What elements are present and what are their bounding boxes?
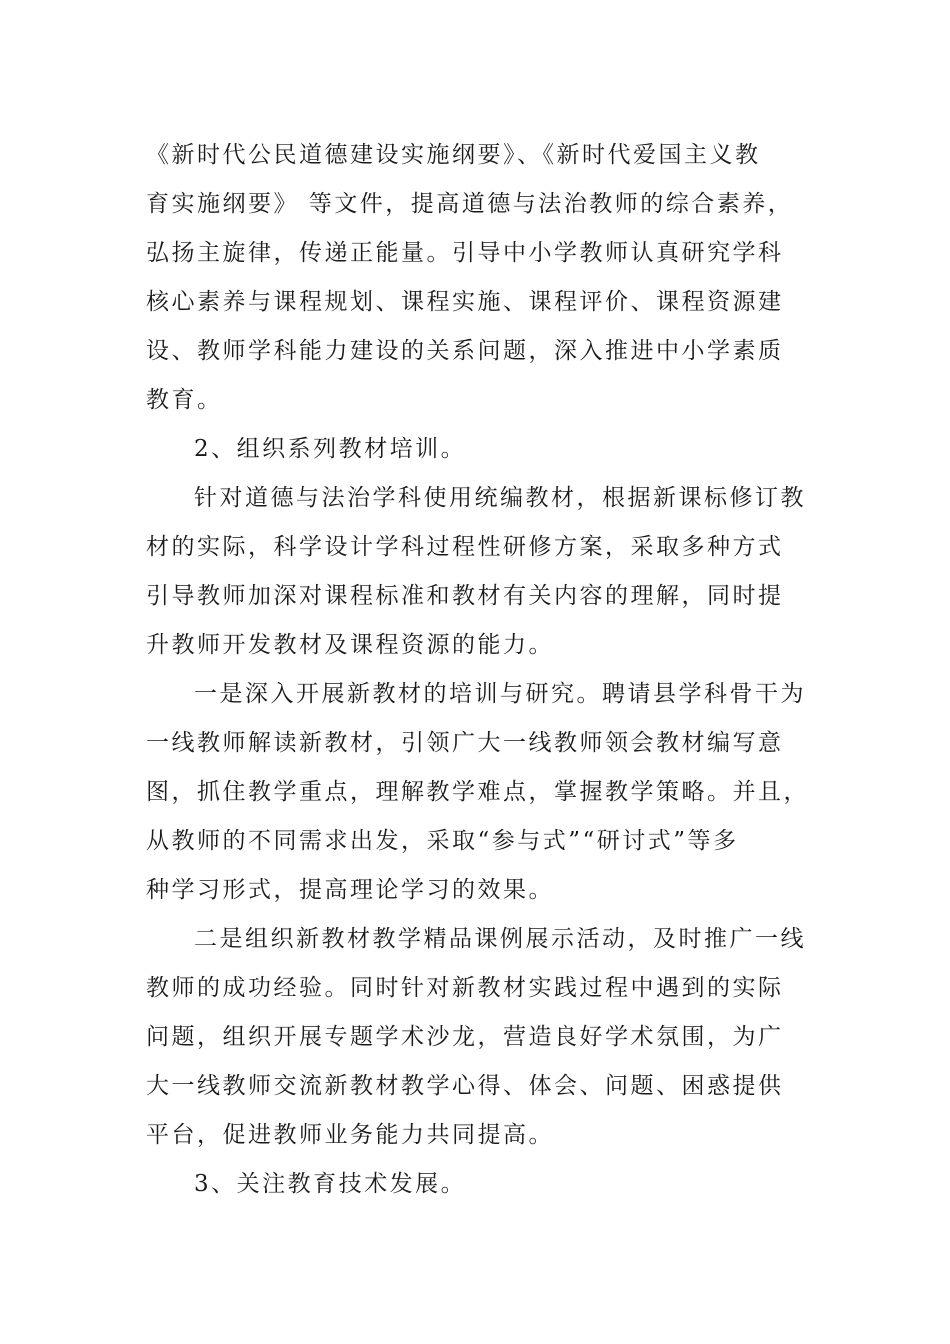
heading-line: 2、组织系列教材培训。 [194, 436, 467, 462]
text-line: 二是组织新教材教学精品课例展示活动，及时推广一线 [194, 926, 806, 952]
paragraph [146, 670, 809, 915]
paragraph [146, 915, 806, 1160]
text-line: 育实施纲要》 等文件，提高道德与法治教师的综合素养， [146, 191, 794, 217]
paragraph [146, 474, 806, 670]
text-line: 平台，促进教师业务能力共同提高。 [146, 1122, 554, 1148]
section-heading [146, 425, 806, 474]
text-line: 图，抓住教学重点，理解教学难点，掌握教学策略。并且， [146, 779, 809, 805]
text-line: 种学习形式，提高理论学习的效果。 [146, 877, 554, 903]
text-line: 设、教师学科能力建设的关系问题，深入推进中小学素质 [146, 338, 784, 364]
heading-line: 3、关注教育技术发展。 [194, 1171, 467, 1197]
text-line: 升教师开发教材及课程资源的能力。 [146, 632, 554, 658]
text-line: 引导教师加深对课程标准和教材有关内容的理解，同时提 [146, 583, 784, 609]
text-line: 一线教师解读新教材，引领广大一线教师领会教材编写意 [146, 730, 784, 756]
text-line: 教师的成功经验。同时针对新教材实践过程中遇到的实际 [146, 975, 784, 1001]
text-line: 材的实际，科学设计学科过程性研修方案，采取多种方式 [146, 534, 784, 560]
text-line: 核心素养与课程规划、课程实施、课程评价、课程资源建 [146, 289, 784, 315]
text-line: 教育。 [146, 387, 223, 413]
text-line: 一是深入开展新教材的培训与研究。聘请县学科骨干为 [194, 681, 806, 707]
text-line: 问题，组织开展专题学术沙龙，营造良好学术氛围，为广 [146, 1024, 784, 1050]
section-heading [146, 1160, 806, 1209]
paragraph-continuation [146, 131, 806, 425]
text-line: 从教师的不同需求出发，采取“参与式”“研讨式”等多 [146, 828, 739, 854]
text-line: 《新时代公民道德建设实施纲要》、《新时代爱国主义教 [146, 142, 761, 168]
document-page [146, 131, 809, 1209]
text-line: 针对道德与法治学科使用统编教材，根据新课标修订教 [194, 485, 806, 511]
text-line: 弘扬主旋律，传递正能量。引导中小学教师认真研究学科 [146, 240, 784, 266]
text-line: 大一线教师交流新教材教学心得、体会、问题、困惑提供 [146, 1073, 784, 1099]
